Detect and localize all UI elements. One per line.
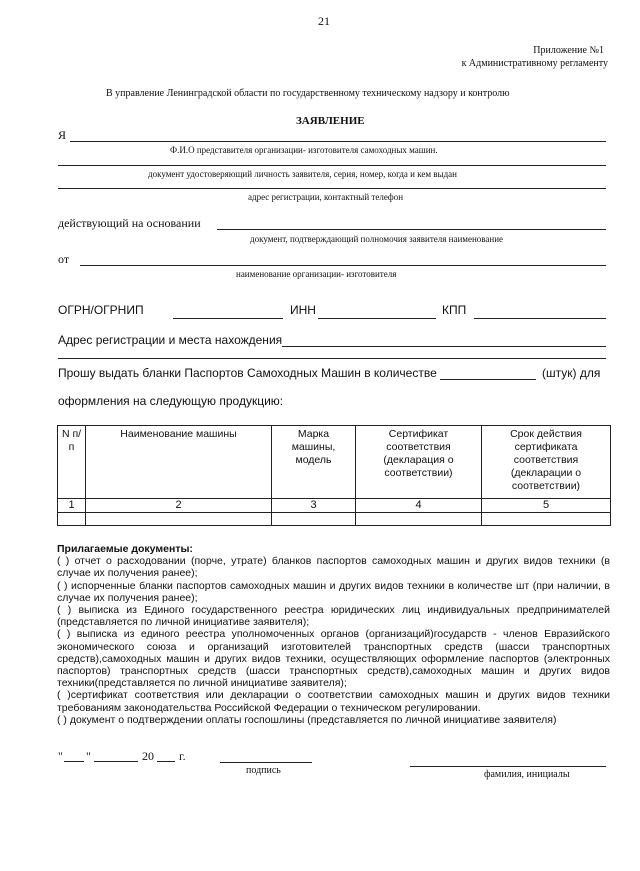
name-caption: фамилия, инициалы <box>484 769 570 780</box>
name-field[interactable] <box>410 766 606 767</box>
ya-label: Я <box>58 128 67 142</box>
from-label: от <box>58 252 70 266</box>
table-header-row <box>58 426 611 499</box>
table-cell[interactable] <box>86 513 272 526</box>
doc-item-spoiled-forms: ( ) испорченные бланки паспортов самоходных машин и других видов техники в количестве шт (при наличии, в случае их получения ранее); <box>57 579 610 604</box>
request-text: Прошу выдать бланки Паспортов Самоходных Машин в количестве <box>58 366 437 380</box>
caption-authority: документ, подтверждающий полномочия заявителя наименование <box>250 234 504 244</box>
docs-title: Прилагаемые документы: <box>57 543 193 555</box>
caption-fio: Ф.И.О представителя организации- изготовителя самоходных машин. <box>170 145 438 155</box>
caption-address: адрес регистрации, контактный телефон <box>248 192 404 202</box>
address-field[interactable] <box>282 346 606 347</box>
col-number-5: 5 <box>482 499 611 513</box>
signature-field[interactable] <box>220 762 312 763</box>
date-year-prefix: 20 <box>142 749 154 763</box>
header-brand-model: Марка машины, модель <box>272 426 356 499</box>
fio-line[interactable] <box>70 141 606 142</box>
date-year-field[interactable] <box>157 761 175 762</box>
table-cell[interactable] <box>58 513 86 526</box>
kpp-field[interactable] <box>474 318 606 319</box>
col-number-3: 3 <box>272 499 356 513</box>
caption-organization: наименование организации- изготовителя <box>236 269 397 279</box>
authority-line[interactable] <box>217 229 606 230</box>
inn-field[interactable] <box>318 318 436 319</box>
header-certificate: Сертификат соответствия (декларация о соответствии) <box>356 426 482 499</box>
table-cell[interactable] <box>272 513 356 526</box>
organization-line[interactable] <box>80 265 606 266</box>
date-day-field[interactable] <box>64 761 84 762</box>
kpp-label: КПП <box>442 303 467 317</box>
table-cell[interactable] <box>356 513 482 526</box>
products-text: оформления на следующую продукцию: <box>58 394 284 408</box>
quantity-field[interactable] <box>440 379 536 380</box>
col-number-1: 1 <box>58 499 86 513</box>
document-title: ЗАЯВЛЕНИЕ <box>296 115 365 127</box>
signature-caption: подпись <box>246 765 281 776</box>
appendix-line-1: Приложение №1 <box>533 45 604 56</box>
col-number-4: 4 <box>356 499 482 513</box>
doc-item-certificate: ( )сертификат соответствия или декларации о соответствии самоходных машин и других видов техники требованиям законодательства Российской Федерации о техническом регулировании. <box>57 689 610 714</box>
doc-item-egrul-extract: ( ) выписка из Единого государственного реестра юридических лиц индивидуальных предпринимателей (представляется по личной инициативе заявителя); <box>57 604 610 629</box>
attached-documents <box>57 543 610 726</box>
date-quote-close: " <box>86 749 91 763</box>
appendix-line-2: к Административному регламенту <box>461 58 608 69</box>
doc-item-registry-extract: ( ) выписка из единого реестра уполномоченных органов (организаций)государств - членов Евразийского экономического союза и организаций изготовителей транспортных средств (шасси транспортных средств),самоходных машин и других видов техники, осуществляющих оформление паспортов (электронных паспортов) транспортных средств (шасси транспортных средств),самоходных машин и других видов техники(представляется по личной инициативе заявителя); <box>57 628 610 690</box>
ogrn-label: ОГРН/ОГРНИП <box>58 303 144 317</box>
header-validity: Срок действия сертификата соответствия (декларации о соответствии) <box>482 426 611 499</box>
address-contact-line[interactable] <box>58 188 606 189</box>
date-month-field[interactable] <box>94 761 138 762</box>
doc-item-fee-payment: ( ) документ о подтверждении оплаты госпошлины (представляется по личной инициативе заявителя) <box>57 713 557 726</box>
table-row <box>58 513 611 526</box>
date-quote-open: " <box>58 749 63 763</box>
acting-label: действующий на основании <box>58 216 201 230</box>
document-line[interactable] <box>58 165 606 166</box>
col-number-2: 2 <box>86 499 272 513</box>
products-table <box>57 425 611 526</box>
date-year-suffix: г. <box>179 749 186 763</box>
page-number: 21 <box>318 14 330 28</box>
header-machine-name: Наименование машины <box>86 426 272 499</box>
ogrn-field[interactable] <box>173 318 283 319</box>
pieces-text: (штук) для <box>542 366 601 380</box>
address-label: Адрес регистрации и места нахождения <box>58 333 283 347</box>
addressee: В управление Ленинградской области по государственному техническому надзору и контролю <box>106 88 510 99</box>
doc-item-report: ( ) отчет о расходовании (порче, утрате) бланков паспортов самоходных машин и других видов техники (в случае их получения ранее); <box>57 555 610 580</box>
table-row <box>58 499 611 513</box>
address-field-2[interactable] <box>58 358 606 359</box>
inn-label: ИНН <box>290 303 316 317</box>
caption-document: документ удостоверяющий личность заявителя, серия, номер, когда и кем выдан <box>148 169 457 179</box>
header-number: N п/п <box>58 426 86 499</box>
table-cell[interactable] <box>482 513 611 526</box>
